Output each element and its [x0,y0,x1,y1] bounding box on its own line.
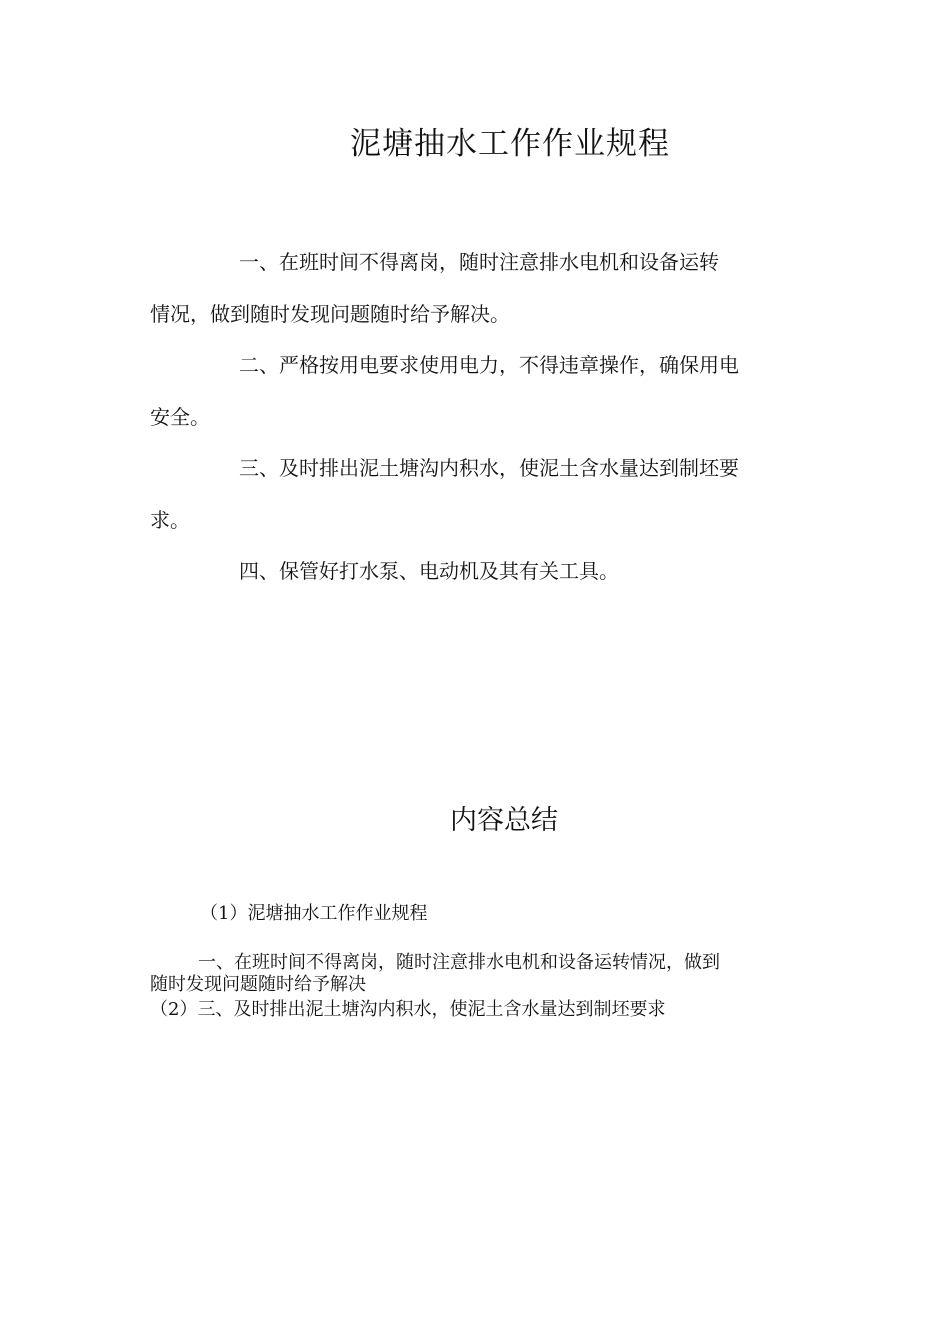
rule-2-line-1: 二、严格按用电要求使用电力，不得违章操作，确保用电 [239,353,739,377]
summary-title: 内容总结 [450,805,558,836]
rule-4-line-1: 四、保管好打水泵、电动机及其有关工具。 [239,559,619,583]
summary-item-2-line-2: 随时发现问题随时给予解决 [150,974,366,995]
summary-item-3: （2）三、及时排出泥土塘沟内积水，使泥土含水量达到制坯要求 [150,999,666,1020]
rule-paragraph-2 [150,339,800,443]
document-title: 泥塘抽水工作作业规程 [350,126,670,162]
rule-3-line-2: 求。 [150,508,190,532]
summary-item-2 [150,952,800,996]
rule-3-line-1: 三、及时排出泥土塘沟内积水，使泥土含水量达到制坯要 [239,456,739,480]
summary-item-1: （1）泥塘抽水工作作业规程 [200,903,428,924]
summary-item-2-line-1: 一、在班时间不得离岗，随时注意排水电机和设备运转情况，做到 [198,952,720,973]
rule-2-line-2: 安全。 [150,405,210,429]
rule-1-line-2: 情况，做到随时发现问题随时给予解决。 [150,302,510,326]
rule-1-line-1: 一、在班时间不得离岗，随时注意排水电机和设备运转 [239,250,719,274]
rule-paragraph-3 [150,442,800,546]
rule-paragraph-1 [150,236,800,340]
rule-paragraph-4 [150,545,800,597]
